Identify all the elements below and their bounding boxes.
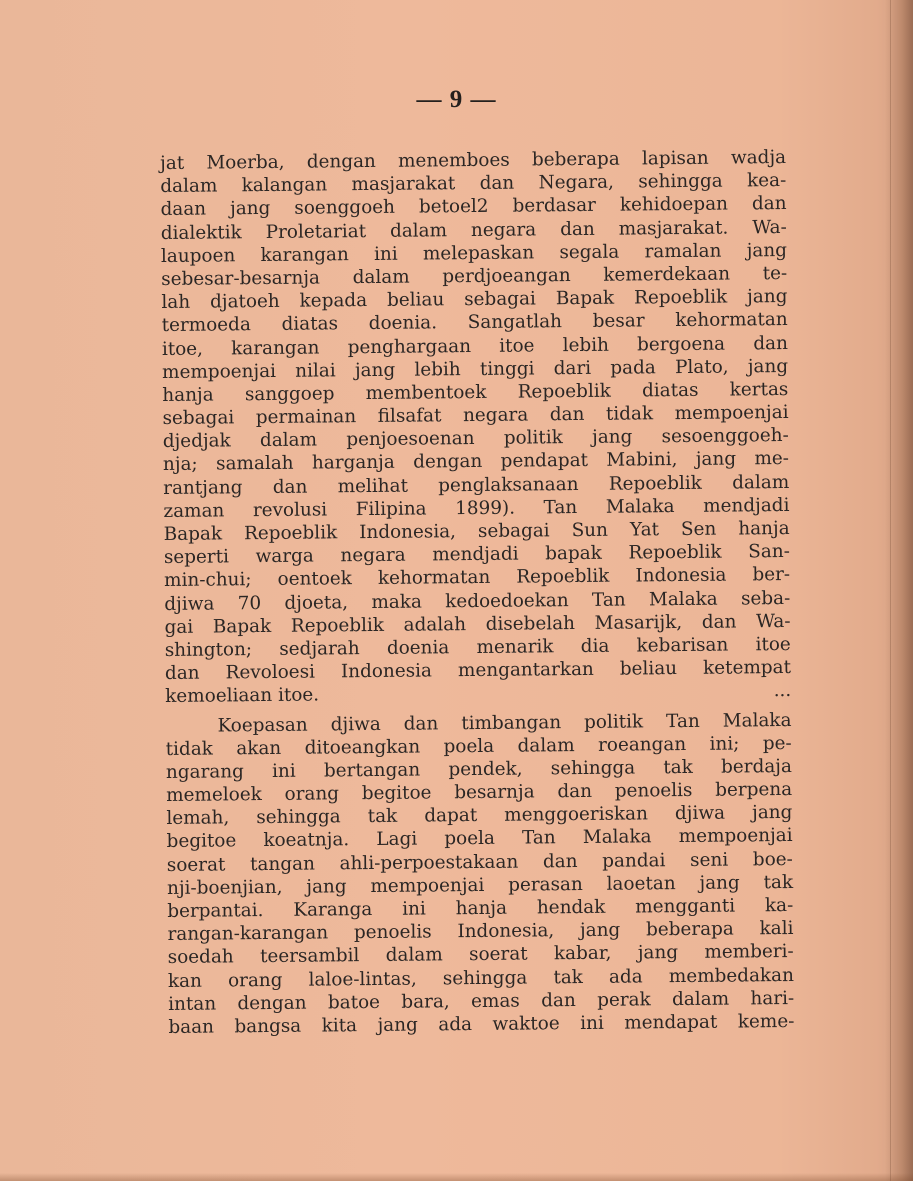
text-line: kan orang laloe-lintas, sehingga tak ada membedakan [167,964,795,992]
text-line: shington; sedjarah doenia menarik dia kebarisan itoe [164,633,791,661]
paragraph-1 [160,146,791,708]
text-line: baan bangsa kita jang ada waktoe ini mendapat keme- [168,1010,795,1038]
text-line: soerat tangan ahli-perpoestakaan dan pandai seni boe- [166,848,793,876]
text-line: djedjak dalam penjoesoenan politik jang sesoenggoeh- [162,425,789,453]
text-line: hanja sanggoep membentoek Repoeblik diatas kertas [162,378,789,406]
text-line: soedah teersambil dalam soerat kabar, jang memberi- [167,941,794,969]
text-line: seperti warga negara mendjadi bapak Repoeblik San- [163,541,790,569]
text-line: memeloek orang begitoe besarnja dan penoelis berpena [166,779,793,807]
paragraph-end-line [165,679,791,708]
text-line: lemah, sehingga tak dapat menggoeriskan djiwa jang [166,802,793,830]
text-line: rangan-karangan penoelis Indonesia, jang beberapa kali [167,918,794,946]
text-line: dan Revoloesi Indonesia mengantarkan beliau ketempat [164,657,792,685]
page-edge-line [890,0,891,1181]
text-line: Koepasan djiwa dan timbangan politik Tan Malaka [217,709,792,736]
text-line: begitoe koeatnja. Lagi poela Tan Malaka mempoenjai [166,825,793,853]
body-text [160,146,794,1039]
text-line: dalam kalangan masjarakat dan Negara, sehingga kea- [160,170,787,198]
text-line: ngarang ini bertangan pendek, sehingga tak berdaja [165,755,793,783]
text-line: sebagai permainan filsafat negara dan tidak mempoenjai [162,402,789,430]
text-line: rantjang dan melihat penglaksanaan Repoeblik dalam [163,471,790,499]
text-line: kemoeliaan itoe. [165,684,320,708]
text-line: dialektik Proletariat dalam negara dan masjarakat. Wa- [160,216,787,244]
text-line: nja; samalah harganja dengan pendapat Mabini, jang me- [162,448,790,476]
text-line: termoeda diatas doenia. Sangatlah besar kehormatan [161,309,788,337]
text-line: lah djatoeh kepada beliau sebagai Bapak Repoeblik jang [161,286,788,314]
text-line: Bapak Repoeblik Indonesia, sebagai Sun Yat Sen hanja [163,517,790,545]
text-line: tidak akan ditoeangkan poela dalam roeangan ini; pe- [165,732,792,760]
ellipsis-mark: ... [773,680,792,702]
text-line: berpantai. Karanga ini hanja hendak mengganti ka- [167,894,794,922]
text-line: mempoenjai nilai jang lebih tinggi dari pada Plato, jang [162,355,789,383]
text-line: min-chui; oentoek kehormatan Repoeblik Indonesia ber- [164,564,791,592]
text-line: sebesar-besarnja dalam perdjoeangan kemerdekaan te- [161,262,788,290]
text-line: gai Bapak Repoeblik adalah disebelah Masarijk, dan Wa- [164,610,791,638]
text-line: daan jang soenggoeh betoel2 berdasar kehidoepan dan [160,193,787,221]
text-line: intan dengan batoe bara, emas dan perak dalam hari- [168,987,795,1015]
paragraph-2 [165,708,794,1039]
text-line: laupoen karangan ini melepaskan segala ramalan jang [160,239,788,267]
text-line: djiwa 70 djoeta, maka kedoedoekan Tan Malaka seba- [164,587,791,615]
text-line: zaman revolusi Filipina 1899). Tan Malaka mendjadi [163,494,790,522]
text-line: jat Moerba, dengan menemboes beberapa lapisan wadja [160,146,787,174]
bottom-edge-shadow [0,1173,913,1181]
page-number: — 9 — [416,86,497,113]
text-line: itoe, karangan penghargaan itoe lebih bergoena dan [161,332,788,360]
text-line: nji-boenjian, jang mempoenjai perasan laoetan jang tak [166,871,794,899]
